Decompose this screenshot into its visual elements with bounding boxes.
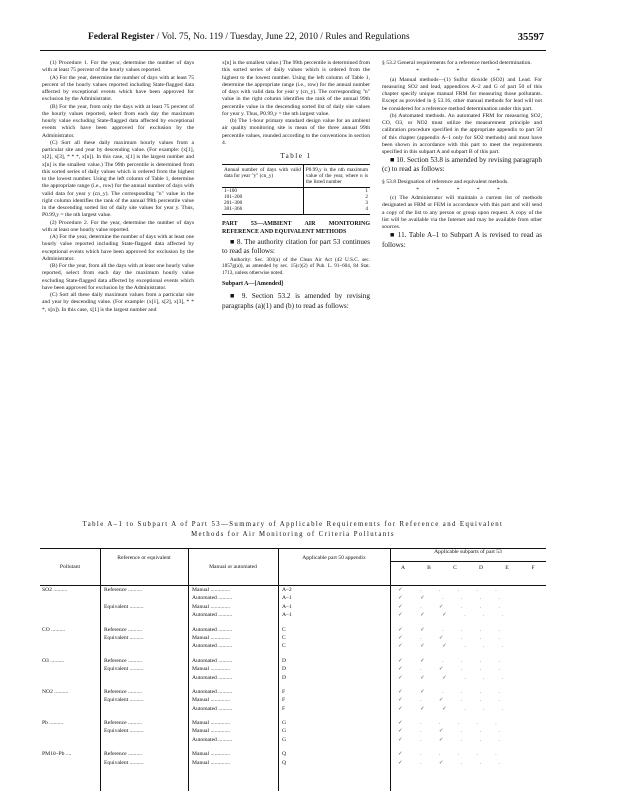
manual-automated-cell: Automated ..........	[192, 705, 233, 712]
table-1-range: 301–366	[222, 206, 303, 215]
col-head-b: B	[427, 565, 431, 571]
table-1-row	[222, 206, 370, 215]
subpart-marks-cell: ✓ ✓ ✓ . . .	[398, 674, 504, 681]
table-a1-row	[40, 657, 546, 665]
reference-equivalent-cell: Reference ..........	[104, 720, 143, 727]
table-a1-row	[40, 688, 546, 696]
table-a1-row	[40, 594, 546, 602]
paragraph: (b) The 1-hour primary standard design value for an ambient air quality monitoring site is mean of the three annual 99th percentile values, rounded according to the conventions in section 4.	[222, 118, 370, 146]
table-a1	[40, 548, 546, 767]
column-1	[42, 60, 194, 314]
appendix-cell: A–1	[282, 612, 292, 619]
paragraph: ■ 10. Section 53.8 is amended by revising paragraph (c) to read as follows:	[382, 156, 542, 174]
appendix-cell: D	[282, 674, 287, 681]
table-a1-row	[40, 642, 546, 650]
pollutant-cell: CO ..........	[42, 626, 66, 633]
table-1-range: 201–300	[224, 200, 243, 207]
appendix-cell: G	[282, 728, 287, 735]
paragraph: ■ 8. The authority citation for part 53 continues to read as follows:	[222, 238, 370, 256]
col-head-reference-equivalent: Reference or equivalent	[117, 555, 171, 561]
table-1-caption: Table 1	[280, 152, 312, 160]
table-a1-caption-line-1: Table A–1 to Subpart A of Part 53—Summary of Applicable Requirements for Reference and Equivalent	[82, 521, 504, 528]
pollutant-cell: SO2 ..........	[42, 587, 68, 593]
table-1-head-right: P0.99,y is the nth maximum value of the year, where n is the listed number	[303, 165, 370, 188]
appendix-cell: G	[282, 736, 287, 743]
pollutant-cell: PM10–Pb ....	[42, 751, 72, 758]
pollutant-cell: O3 ..........	[42, 657, 65, 664]
subpart-marks-cell: ✓ . ✓ . . .	[398, 759, 500, 766]
subpart-marks-cell: ✓ . ✓ . . .	[398, 728, 500, 735]
subpart-marks-cell: ✓ ✓ ✓ . . .	[398, 643, 504, 650]
paragraph: (A) For the year, determine the number of days with at least 75 percent of the hourly values reported including State-flagged data affected by exceptional events which have been approved for exclusion by the Administrator.	[42, 74, 194, 103]
reference-equivalent-cell: Equivalent ..........	[104, 697, 144, 704]
appendix-cell: D	[282, 666, 287, 673]
table-a1-row	[40, 750, 546, 758]
table-a1-row	[40, 759, 546, 767]
manual-automated-cell: Automated ..........	[192, 626, 233, 633]
reference-equivalent-cell: Equivalent ..........	[104, 634, 144, 641]
table-a1-row	[40, 705, 546, 713]
reference-equivalent-cell: Equivalent ..........	[104, 603, 144, 610]
reference-equivalent-cell: Reference ..........	[104, 626, 143, 633]
appendix-cell: A–2	[282, 587, 292, 593]
issue-meta: / Vol. 75, No. 119 / Tuesday, June 22, 2010 / Rules and Regulations	[156, 32, 410, 42]
table-a1-row	[40, 727, 546, 735]
paragraph: (A) For the year, determine the number of days with at least one hourly value reported including State-flagged data affected by exceptional events which have been approved for exclusion by the Administrator.	[42, 234, 194, 262]
header-rule	[40, 50, 546, 51]
reference-equivalent-cell: Reference ..........	[104, 657, 143, 664]
col-head-pollutant: Pollutant	[59, 564, 81, 570]
manual-automated-cell: Manual ..............	[192, 587, 231, 593]
paragraph: (c) The Administrator will maintain a current list of methods designated as FRM or FEM in accordance with this part and will send a copy of the list to any person or group upon request. A copy of the list will be available via the Internet and may be available from other sources.	[382, 195, 542, 231]
table-1-head-left: Annual number of days with valid data for year "y" (cn_y)	[222, 165, 303, 188]
appendix-cell: F	[282, 697, 286, 704]
table-a1-row	[40, 719, 546, 727]
subpart-marks-cell: ✓ ✓ . . . .	[398, 626, 500, 633]
table-a1-row	[40, 674, 546, 682]
manual-automated-cell: Automated ..........	[192, 736, 233, 743]
subpart-marks-cell: ✓ . ✓ . . .	[398, 634, 500, 641]
table-a1-row	[40, 603, 546, 611]
table-a1-row	[40, 586, 546, 594]
subpart-marks-cell: ✓ . ✓ . . .	[398, 736, 500, 743]
subpart-marks-cell: ✓ . ✓ . . .	[398, 666, 500, 673]
paragraph: (B) For the year, from all the days with at least one hourly value reported, select from each day the maximum hourly value excluding State-flagged data affected by exceptional events which have been approved for exclusion by the Administrator.	[42, 263, 194, 291]
paragraph: (B) For the year, from only the days with at least 75 percent of the hourly values reported, select from each day the maximum hourly value excluding State-flagged data affected by exceptional events which have been approved for exclusion by the Administrator.	[42, 103, 194, 139]
page-number: 35597	[517, 32, 544, 43]
table-1-range: 101–200	[224, 194, 243, 201]
appendix-cell: A–1	[282, 603, 292, 610]
reference-equivalent-cell: Reference ..........	[104, 587, 143, 593]
subpart-marks-cell: ✓ . ✓ . . .	[398, 697, 500, 704]
appendix-cell: D	[282, 657, 287, 664]
appendix-cell: F	[282, 705, 286, 712]
manual-automated-cell: Automated ..........	[192, 643, 233, 650]
manual-automated-cell: Manual ..............	[192, 603, 231, 610]
table-a1-row	[40, 736, 546, 744]
table-1-n: 1	[303, 188, 370, 195]
paragraph: (1) Procedure 1. For the year, determine the number of days with at least 75 percent of the hourly values reported.	[42, 60, 194, 74]
appendix-cell: Q	[282, 759, 287, 766]
reference-equivalent-cell: Equivalent ..........	[104, 759, 144, 766]
subpart-marks-cell: ✓ . ✓ . . .	[398, 603, 500, 610]
table-a1-row	[40, 611, 546, 619]
col-head-manual-automated: Manual or automated	[209, 564, 257, 570]
pollutant-cell: NO2 ..........	[42, 688, 69, 695]
manual-automated-cell: Manual ..............	[192, 759, 231, 766]
col-head-appendix: Applicable part 50 appendix	[302, 555, 366, 561]
manual-automated-cell: Manual ..............	[192, 697, 231, 704]
subpart-a-heading: Subpart A—[Amended]	[222, 281, 284, 288]
appendix-cell: A–1	[282, 595, 292, 602]
subpart-marks-cell: ✓ ✓ . . . .	[398, 688, 500, 695]
part-53-heading: PART 53—AMBIENT AIR MONITORING REFERENCE AND EQUIVALENT METHODS	[222, 221, 370, 235]
subpart-marks-cell: ✓ . . . . .	[398, 720, 497, 727]
manual-automated-cell: Automated ..........	[192, 688, 233, 695]
table-a1-row	[40, 665, 546, 673]
subpart-marks-cell: ✓ ✓ ✓ . . .	[398, 705, 504, 712]
pollutant-cell: Pb ..........	[42, 720, 64, 727]
running-header	[88, 32, 544, 46]
table-1	[222, 164, 370, 215]
ellipsis-stars: * * * * *	[416, 186, 508, 193]
subpart-marks-cell: ✓ ✓ . . . .	[398, 595, 500, 602]
col-head-e: E	[505, 565, 509, 571]
manual-automated-cell: Automated ..........	[192, 657, 233, 664]
table-1-n: 3	[303, 200, 370, 206]
reference-equivalent-cell: Equivalent ..........	[104, 666, 144, 673]
appendix-cell: C	[282, 626, 286, 633]
reference-equivalent-cell: Reference ..........	[104, 688, 143, 695]
section-53-8-heading: § 53.8 Designation of reference and equivalent methods.	[382, 178, 509, 185]
col-head-d: D	[478, 565, 484, 571]
col-head-a: A	[400, 565, 406, 571]
paragraph: ■ 9. Section 53.2 is amended by revising paragraphs (a)(1) and (b) to read as follows:	[222, 292, 370, 310]
table-a1-header	[40, 549, 546, 586]
table-a1-caption-line-2: Methods for Air Monitoring of Criteria Pollutants	[191, 530, 395, 538]
table-a1-row	[40, 696, 546, 704]
table-a1-row	[40, 626, 546, 634]
appendix-cell: F	[282, 688, 286, 695]
col-head-c: C	[453, 565, 457, 571]
appendix-cell: C	[282, 634, 286, 641]
col-head-f: F	[531, 565, 535, 571]
manual-automated-cell: Manual ..............	[192, 728, 231, 735]
paragraph: (2) Procedure 2. For the year, determine the number of days with at least one hourly value reported.	[42, 219, 194, 233]
manual-automated-cell: Manual ..............	[192, 634, 231, 641]
section-53-2-heading: § 53.2 General requirements for a reference method determination.	[382, 60, 532, 66]
reference-equivalent-cell: Equivalent ..........	[104, 728, 144, 735]
table-a1-body	[40, 586, 546, 767]
table-1-range: 1–100	[224, 188, 237, 195]
paragraph: (a) Manual methods—(1) Sulfur dioxide (SO2) and Lead. For measuring SO2 and lead, appendices A–2 and G of part 50 of this chapter specify unique manual FRM for measuring those pollutants. Except as provided in § 53.16, other manual methods for lead will not be considered for a reference method determination under this part.	[382, 76, 542, 112]
paragraph: (b) Automated methods. An automated FRM for measuring SO2, CO, O3, or NO2 must utilize the measurement principle and calibration procedure specified in the appropriate appendix to part 50 of this chapter (appendix A–1 only for SO2 methods) and must have been shown in accordance with this part to meet the requirements specified in this subpart A and subpart B of this part.	[382, 112, 542, 155]
paragraph: x[n] is the smallest value.) The 99th percentile is determined from this sorted series of daily values which is ordered from the highest to the lowest number. Using the left column of Table 1, determine the appropriate range (i.e., row) for the annual number of days with valid data for year y (cn_y). The corresponding "n" value in the right column identifies the rank of the annual 99th percentile value in the descending sorted list of daily site values for year y. Thus, P0.99,y = the nth largest value.	[222, 60, 370, 117]
table-a1-row	[40, 634, 546, 642]
column-2	[222, 60, 370, 311]
paragraph: ■ 11. Table A–1 to Subpart A is revised to read as follows:	[382, 231, 542, 249]
manual-automated-cell: Automated ..........	[192, 595, 233, 602]
subpart-marks-cell: ✓ ✓ ✓ . . .	[398, 612, 504, 619]
table-1-n: 2	[303, 194, 370, 200]
ellipsis-stars: * * * * *	[416, 68, 508, 75]
subpart-marks-cell: ✓ ✓ . . . .	[398, 657, 500, 664]
manual-automated-cell: Manual ..............	[192, 751, 231, 758]
appendix-cell: C	[282, 643, 286, 650]
col-head-subparts: Applicable subparts of part 53	[390, 549, 546, 562]
manual-automated-cell: Automated ..........	[192, 674, 233, 681]
journal-name: Federal Register	[88, 32, 155, 42]
authority-citation: Authority: Sec. 301(a) of the Clean Air Act (42 U.S.C. sec. 1857g(a)), as amended by sec. 15(c)(2) of Pub. L. 91–604, 84 Stat. 1713, unless otherwise noted.	[222, 256, 370, 277]
manual-automated-cell: Automated ..........	[192, 612, 233, 619]
paragraph: (C) Sort all these daily maximum values from a particular site and year by descending value. (For example: (x[1], x[2], x[3], * * *, x[n]). In this case, x[1] is the largest number and	[42, 292, 194, 313]
reference-equivalent-cell: Reference ..........	[104, 751, 143, 758]
appendix-cell: Q	[282, 751, 287, 758]
table-1-n: 4	[303, 206, 370, 215]
manual-automated-cell: Manual ..............	[192, 720, 231, 727]
column-3	[382, 60, 542, 250]
manual-automated-cell: Manual ..............	[192, 666, 231, 673]
subpart-marks-cell: ✓ . . . . .	[398, 751, 497, 758]
appendix-cell: G	[282, 720, 287, 727]
table-a1-caption	[40, 520, 546, 539]
subpart-marks-cell: ✓ . . . . .	[398, 587, 497, 593]
paragraph: (C) Sort all these daily maximum hourly values from a particular site and year by descending value. (For example: (x[1], x[2], x[3], * * *, x[n]). In this case, x[1] is the largest number and x[n] is the smallest value.) The 99th percentile is determined from this sorted series of daily values which is ordered from the highest to the lowest number. Using the left column of Table 1, determine the appropriate range (i.e., row) for the annual number of days with valid data for year y (cn_y). The corresponding "n" value in the right column identifies the rank of the annual 99th percentile value in the descending sorted list of daily site values for year y. Thus, P0.99,y = the nth largest value.	[42, 139, 194, 219]
